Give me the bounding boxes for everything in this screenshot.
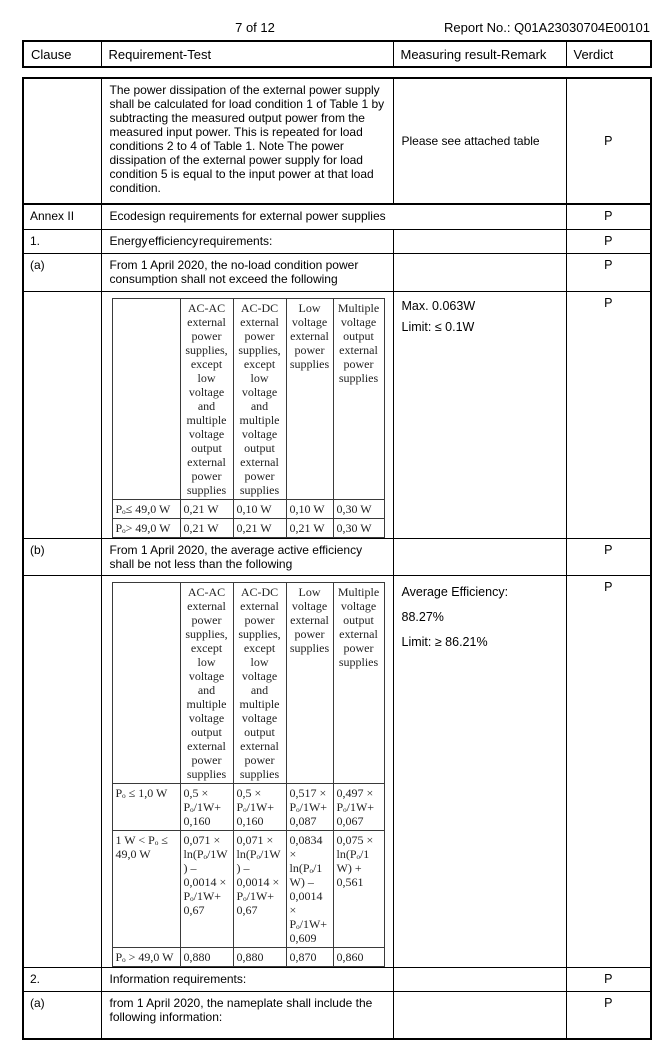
clause-cell: (a) [23, 991, 101, 1039]
table-row [23, 253, 651, 291]
table-row [23, 967, 651, 991]
mini-cell: 0,5 × Pₒ/1W+ 0,160 [233, 783, 286, 830]
mini-cell: 0,21 W [286, 518, 333, 537]
requirement-cell: Ecodesign requirements for external power supplies [101, 204, 566, 229]
page-top-header [22, 20, 650, 37]
requirement-cell: Information requirements: [101, 967, 393, 991]
col-header-verdict: Verdict [566, 41, 651, 67]
mini-header-ac-dc: AC-DC external power supplies, except low voltage and multiple voltage output external power supplies [233, 582, 286, 783]
mini-data-row [112, 499, 384, 518]
measuring-lines [402, 580, 558, 655]
mini-data-row [112, 830, 384, 947]
mini-cell: 0,10 W [233, 499, 286, 518]
verdict-cell: P [566, 991, 651, 1039]
mini-header-multiple-voltage: Multiple voltage output external power supplies [333, 298, 384, 499]
col-header-requirement: Requirement-Test [101, 41, 393, 67]
mini-cell: 0,880 [180, 947, 233, 966]
verdict-cell: P [566, 291, 651, 538]
mini-header-ac-dc: AC-DC external power supplies, except low voltage and multiple voltage output external power supplies [233, 298, 286, 499]
clause-cell: Annex II [23, 204, 101, 229]
measuring-line: 88.27% [401, 609, 444, 624]
mini-header-ac-ac: AC-AC external power supplies, except low voltage and multiple voltage output external power supplies [180, 298, 233, 499]
clause-cell: 2. [23, 967, 101, 991]
mini-data-row [112, 947, 384, 966]
mini-cell: 0,30 W [333, 518, 384, 537]
mini-cell: 0,5 × Pₒ/1W+ 0,160 [180, 783, 233, 830]
verdict-cell: P [566, 204, 651, 229]
clause-cell [23, 575, 101, 967]
measuring-cell: Please see attached table [393, 78, 566, 204]
requirement-cell: The power dissipation of the external power supply shall be calculated for load condition 1 of Table 1 by subtracting the measured output power from the measured input power. This is repeated for load conditions 2 to 4 of Table 1. Note The power dissipation of the external power supply for load condition 5 is equal to the input power at that load condition. [101, 78, 393, 204]
efficiency-limits-table [112, 582, 385, 967]
mini-cell: 0,21 W [180, 499, 233, 518]
clause-cell: (b) [23, 538, 101, 575]
column-header-table [22, 40, 652, 68]
verdict-cell: P [566, 575, 651, 967]
measuring-cell [393, 991, 566, 1039]
measuring-cell [393, 229, 566, 253]
requirement-cell: Energy efficiency requirements: [101, 229, 393, 253]
requirement-cell [101, 291, 393, 538]
verdict-cell: P [566, 78, 651, 204]
mini-cell: 0,517 × Pₒ/1W+ 0,087 [286, 783, 333, 830]
mini-cell: 0,0834 × ln(Pₒ/1W) – 0,0014 × Pₒ/1W+ 0,609 [286, 830, 333, 947]
verdict-cell: P [566, 538, 651, 575]
mini-header-row [112, 582, 384, 783]
table-row [23, 78, 651, 204]
requirement-cell: From 1 April 2020, the no-load condition power consumption shall not exceed the following [101, 253, 393, 291]
clause-cell: 1. [23, 229, 101, 253]
mini-cell: 0,497 × Pₒ/1W+ 0,067 [333, 783, 384, 830]
measuring-cell [393, 253, 566, 291]
requirements-table [22, 77, 652, 1040]
no-load-limits-table [112, 298, 385, 538]
mini-header-multiple-voltage: Multiple voltage output external power supplies [333, 582, 384, 783]
measuring-cell [393, 291, 566, 538]
page-number: 7 of 12 [235, 20, 275, 35]
table-row [23, 538, 651, 575]
measuring-cell [393, 967, 566, 991]
mini-cell: 0,870 [286, 947, 333, 966]
measuring-cell [393, 538, 566, 575]
mini-cell: 1 W < Pₒ ≤ 49,0 W [112, 830, 180, 947]
requirement-cell: from 1 April 2020, the nameplate shall include the following information: [101, 991, 393, 1039]
requirement-cell [101, 575, 393, 967]
table-row [23, 991, 651, 1039]
clause-cell: (a) [23, 253, 101, 291]
mini-cell: Pₒ > 49,0 W [112, 947, 180, 966]
verdict-cell: P [566, 253, 651, 291]
requirement-cell: From 1 April 2020, the average active efficiency shall be not less than the following [101, 538, 393, 575]
table-row [23, 229, 651, 253]
mini-header-low-voltage: Low voltage external power supplies [286, 582, 333, 783]
column-header-row [23, 41, 651, 67]
measuring-line: Limit: ≤ 0.1W [401, 319, 475, 334]
mini-data-row [112, 518, 384, 537]
mini-cell: 0,30 W [333, 499, 384, 518]
table-row [23, 204, 651, 229]
clause-cell [23, 78, 101, 204]
measuring-cell [393, 575, 566, 967]
report-number: Report No.: Q01A23030704E00101 [444, 20, 650, 35]
measuring-line: Max. 0.063W [401, 298, 476, 313]
mini-cell: Pₒ> 49,0 W [112, 518, 180, 537]
measuring-line: Limit: ≥ 86.21% [401, 634, 488, 649]
verdict-cell: P [566, 229, 651, 253]
table-row [23, 575, 651, 967]
mini-cell: 0,071 × ln(Pₒ/1W) – 0,0014 × Pₒ/1W+ 0,67 [180, 830, 233, 947]
verdict-cell: P [566, 967, 651, 991]
mini-data-row [112, 783, 384, 830]
mini-cell: 0,071 × ln(Pₒ/1W) – 0,0014 × Pₒ/1W+ 0,67 [233, 830, 286, 947]
mini-header-low-voltage: Low voltage external power supplies [286, 298, 333, 499]
mini-cell: 0,860 [333, 947, 384, 966]
mini-cell: 0,075 × ln(Pₒ/1W) + 0,561 [333, 830, 384, 947]
mini-cell: Pₒ ≤ 1,0 W [112, 783, 180, 830]
measuring-lines [402, 296, 558, 338]
mini-header-empty [112, 582, 180, 783]
mini-cell: 0,21 W [233, 518, 286, 537]
table-row [23, 291, 651, 538]
mini-cell: 0,880 [233, 947, 286, 966]
col-header-measuring: Measuring result-Remark [393, 41, 566, 67]
col-header-clause: Clause [23, 41, 101, 67]
mini-cell: 0,21 W [180, 518, 233, 537]
mini-header-empty [112, 298, 180, 499]
mini-header-row [112, 298, 384, 499]
mini-header-ac-ac: AC-AC external power supplies, except low voltage and multiple voltage output external power supplies [180, 582, 233, 783]
mini-cell: Pₒ≤ 49,0 W [112, 499, 180, 518]
mini-cell: 0,10 W [286, 499, 333, 518]
clause-cell [23, 291, 101, 538]
measuring-line: Average Efficiency: [401, 584, 509, 599]
